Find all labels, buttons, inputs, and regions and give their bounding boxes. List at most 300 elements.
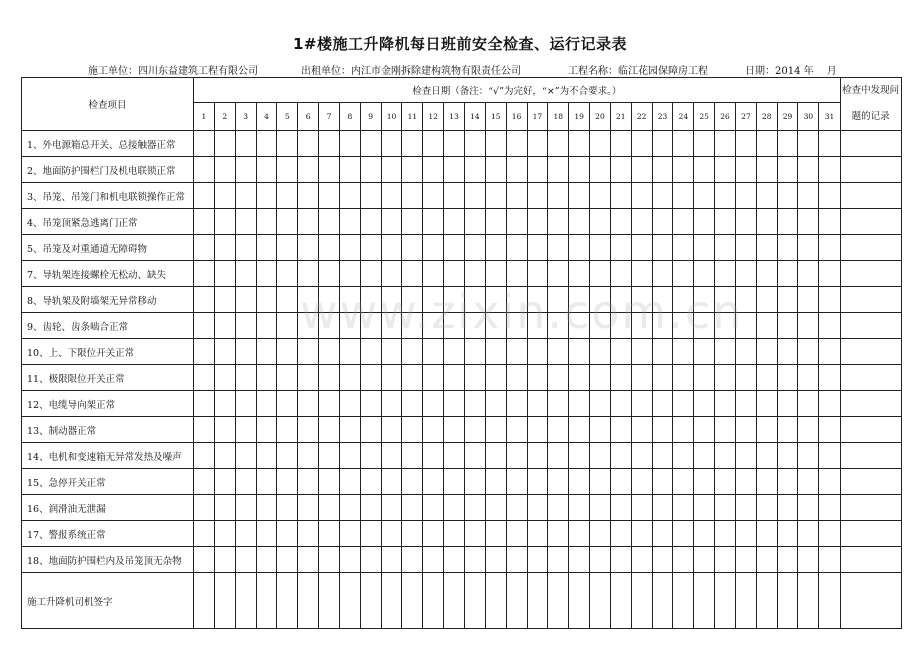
check-cell[interactable] [402,417,423,443]
check-cell[interactable] [777,157,798,183]
check-cell[interactable] [569,235,590,261]
check-cell[interactable] [319,209,340,235]
check-cell[interactable] [631,131,652,157]
check-cell[interactable] [715,313,736,339]
check-cell[interactable] [214,183,235,209]
check-cell[interactable] [339,573,360,629]
check-cell[interactable] [235,521,256,547]
check-cell[interactable] [194,573,215,629]
check-cell[interactable] [214,573,235,629]
check-cell[interactable] [256,287,277,313]
issue-note-cell[interactable] [840,391,901,417]
check-cell[interactable] [756,183,777,209]
check-cell[interactable] [360,157,381,183]
check-cell[interactable] [548,417,569,443]
check-cell[interactable] [777,547,798,573]
check-cell[interactable] [777,313,798,339]
check-cell[interactable] [527,443,548,469]
check-cell[interactable] [339,313,360,339]
issue-note-cell[interactable] [840,261,901,287]
check-cell[interactable] [777,183,798,209]
check-cell[interactable] [694,521,715,547]
check-cell[interactable] [694,391,715,417]
check-cell[interactable] [610,365,631,391]
check-cell[interactable] [423,209,444,235]
check-cell[interactable] [381,469,402,495]
issue-note-cell[interactable] [840,209,901,235]
check-cell[interactable] [652,469,673,495]
check-cell[interactable] [277,313,298,339]
check-cell[interactable] [610,339,631,365]
check-cell[interactable] [569,157,590,183]
check-cell[interactable] [298,339,319,365]
check-cell[interactable] [694,287,715,313]
check-cell[interactable] [319,157,340,183]
check-cell[interactable] [194,443,215,469]
check-cell[interactable] [339,365,360,391]
check-cell[interactable] [527,209,548,235]
check-cell[interactable] [277,573,298,629]
check-cell[interactable] [402,339,423,365]
check-cell[interactable] [715,573,736,629]
check-cell[interactable] [798,287,819,313]
check-cell[interactable] [652,157,673,183]
check-cell[interactable] [715,235,736,261]
check-cell[interactable] [756,209,777,235]
check-cell[interactable] [298,573,319,629]
check-cell[interactable] [694,495,715,521]
check-cell[interactable] [527,183,548,209]
check-cell[interactable] [423,443,444,469]
check-cell[interactable] [527,287,548,313]
check-cell[interactable] [610,235,631,261]
check-cell[interactable] [319,521,340,547]
check-cell[interactable] [444,469,465,495]
check-cell[interactable] [214,521,235,547]
check-cell[interactable] [277,443,298,469]
issue-note-cell[interactable] [840,339,901,365]
check-cell[interactable] [631,183,652,209]
check-cell[interactable] [631,495,652,521]
check-cell[interactable] [194,547,215,573]
check-cell[interactable] [485,313,506,339]
check-cell[interactable] [569,339,590,365]
check-cell[interactable] [548,469,569,495]
check-cell[interactable] [381,183,402,209]
check-cell[interactable] [610,469,631,495]
check-cell[interactable] [652,339,673,365]
check-cell[interactable] [402,183,423,209]
check-cell[interactable] [590,131,611,157]
check-cell[interactable] [798,469,819,495]
check-cell[interactable] [590,235,611,261]
check-cell[interactable] [402,521,423,547]
check-cell[interactable] [819,365,840,391]
check-cell[interactable] [590,521,611,547]
check-cell[interactable] [527,313,548,339]
check-cell[interactable] [444,443,465,469]
check-cell[interactable] [298,365,319,391]
check-cell[interactable] [756,391,777,417]
check-cell[interactable] [673,261,694,287]
check-cell[interactable] [673,391,694,417]
check-cell[interactable] [527,365,548,391]
check-cell[interactable] [694,339,715,365]
check-cell[interactable] [673,469,694,495]
check-cell[interactable] [485,261,506,287]
check-cell[interactable] [590,469,611,495]
check-cell[interactable] [277,417,298,443]
issue-note-cell[interactable] [840,495,901,521]
check-cell[interactable] [339,287,360,313]
check-cell[interactable] [381,547,402,573]
check-cell[interactable] [590,417,611,443]
check-cell[interactable] [548,521,569,547]
check-cell[interactable] [715,209,736,235]
check-cell[interactable] [756,365,777,391]
check-cell[interactable] [694,547,715,573]
check-cell[interactable] [214,157,235,183]
check-cell[interactable] [694,235,715,261]
check-cell[interactable] [756,521,777,547]
check-cell[interactable] [256,235,277,261]
check-cell[interactable] [444,547,465,573]
check-cell[interactable] [464,417,485,443]
check-cell[interactable] [194,313,215,339]
check-cell[interactable] [464,183,485,209]
check-cell[interactable] [631,391,652,417]
check-cell[interactable] [735,209,756,235]
check-cell[interactable] [214,547,235,573]
check-cell[interactable] [298,287,319,313]
check-cell[interactable] [735,235,756,261]
check-cell[interactable] [235,365,256,391]
check-cell[interactable] [756,261,777,287]
check-cell[interactable] [777,131,798,157]
check-cell[interactable] [298,547,319,573]
check-cell[interactable] [402,261,423,287]
check-cell[interactable] [819,131,840,157]
check-cell[interactable] [485,391,506,417]
check-cell[interactable] [194,235,215,261]
check-cell[interactable] [214,443,235,469]
check-cell[interactable] [402,469,423,495]
check-cell[interactable] [506,365,527,391]
check-cell[interactable] [256,521,277,547]
check-cell[interactable] [569,469,590,495]
check-cell[interactable] [277,339,298,365]
check-cell[interactable] [214,339,235,365]
check-cell[interactable] [339,131,360,157]
check-cell[interactable] [214,313,235,339]
check-cell[interactable] [715,417,736,443]
check-cell[interactable] [631,287,652,313]
check-cell[interactable] [694,183,715,209]
check-cell[interactable] [360,417,381,443]
check-cell[interactable] [464,157,485,183]
check-cell[interactable] [506,157,527,183]
check-cell[interactable] [214,209,235,235]
check-cell[interactable] [464,547,485,573]
check-cell[interactable] [569,573,590,629]
check-cell[interactable] [235,547,256,573]
check-cell[interactable] [402,443,423,469]
check-cell[interactable] [506,131,527,157]
check-cell[interactable] [610,157,631,183]
check-cell[interactable] [319,183,340,209]
check-cell[interactable] [798,495,819,521]
check-cell[interactable] [673,157,694,183]
check-cell[interactable] [360,521,381,547]
check-cell[interactable] [777,469,798,495]
check-cell[interactable] [423,261,444,287]
check-cell[interactable] [694,131,715,157]
check-cell[interactable] [464,573,485,629]
check-cell[interactable] [214,261,235,287]
check-cell[interactable] [298,495,319,521]
issue-note-cell[interactable] [840,157,901,183]
check-cell[interactable] [715,495,736,521]
check-cell[interactable] [277,183,298,209]
check-cell[interactable] [194,365,215,391]
check-cell[interactable] [798,547,819,573]
check-cell[interactable] [735,287,756,313]
check-cell[interactable] [360,209,381,235]
check-cell[interactable] [506,235,527,261]
check-cell[interactable] [652,443,673,469]
issue-note-cell[interactable] [840,521,901,547]
check-cell[interactable] [673,183,694,209]
check-cell[interactable] [527,547,548,573]
check-cell[interactable] [610,521,631,547]
check-cell[interactable] [298,131,319,157]
check-cell[interactable] [214,417,235,443]
check-cell[interactable] [319,235,340,261]
check-cell[interactable] [256,157,277,183]
check-cell[interactable] [381,417,402,443]
check-cell[interactable] [569,365,590,391]
check-cell[interactable] [735,417,756,443]
check-cell[interactable] [423,521,444,547]
issue-note-cell[interactable] [840,183,901,209]
check-cell[interactable] [590,573,611,629]
check-cell[interactable] [798,209,819,235]
check-cell[interactable] [819,339,840,365]
check-cell[interactable] [444,131,465,157]
check-cell[interactable] [569,287,590,313]
check-cell[interactable] [610,313,631,339]
check-cell[interactable] [277,391,298,417]
check-cell[interactable] [590,547,611,573]
check-cell[interactable] [506,209,527,235]
check-cell[interactable] [277,365,298,391]
check-cell[interactable] [235,573,256,629]
check-cell[interactable] [256,365,277,391]
check-cell[interactable] [798,391,819,417]
check-cell[interactable] [548,183,569,209]
issue-note-cell[interactable] [840,443,901,469]
check-cell[interactable] [423,183,444,209]
check-cell[interactable] [777,261,798,287]
check-cell[interactable] [235,261,256,287]
check-cell[interactable] [548,209,569,235]
check-cell[interactable] [673,235,694,261]
check-cell[interactable] [339,521,360,547]
check-cell[interactable] [610,573,631,629]
check-cell[interactable] [485,131,506,157]
check-cell[interactable] [214,391,235,417]
check-cell[interactable] [423,365,444,391]
check-cell[interactable] [256,469,277,495]
check-cell[interactable] [381,391,402,417]
check-cell[interactable] [715,261,736,287]
check-cell[interactable] [256,495,277,521]
check-cell[interactable] [652,573,673,629]
check-cell[interactable] [735,547,756,573]
check-cell[interactable] [715,547,736,573]
check-cell[interactable] [423,339,444,365]
check-cell[interactable] [735,183,756,209]
check-cell[interactable] [506,339,527,365]
issue-note-cell[interactable] [840,365,901,391]
check-cell[interactable] [631,209,652,235]
check-cell[interactable] [548,261,569,287]
check-cell[interactable] [214,287,235,313]
check-cell[interactable] [235,209,256,235]
check-cell[interactable] [381,339,402,365]
check-cell[interactable] [735,339,756,365]
issue-note-cell[interactable] [840,547,901,573]
check-cell[interactable] [464,469,485,495]
check-cell[interactable] [694,209,715,235]
check-cell[interactable] [444,287,465,313]
check-cell[interactable] [631,417,652,443]
check-cell[interactable] [735,365,756,391]
check-cell[interactable] [756,495,777,521]
check-cell[interactable] [381,235,402,261]
check-cell[interactable] [506,391,527,417]
check-cell[interactable] [756,287,777,313]
check-cell[interactable] [464,495,485,521]
check-cell[interactable] [819,313,840,339]
check-cell[interactable] [819,547,840,573]
check-cell[interactable] [798,235,819,261]
check-cell[interactable] [777,365,798,391]
check-cell[interactable] [423,157,444,183]
check-cell[interactable] [590,443,611,469]
check-cell[interactable] [506,547,527,573]
check-cell[interactable] [548,287,569,313]
check-cell[interactable] [631,365,652,391]
check-cell[interactable] [214,131,235,157]
check-cell[interactable] [235,131,256,157]
check-cell[interactable] [735,313,756,339]
check-cell[interactable] [194,495,215,521]
check-cell[interactable] [673,209,694,235]
check-cell[interactable] [360,391,381,417]
check-cell[interactable] [673,547,694,573]
check-cell[interactable] [777,235,798,261]
check-cell[interactable] [652,391,673,417]
check-cell[interactable] [590,391,611,417]
check-cell[interactable] [673,131,694,157]
check-cell[interactable] [485,339,506,365]
check-cell[interactable] [485,235,506,261]
check-cell[interactable] [235,495,256,521]
check-cell[interactable] [194,261,215,287]
check-cell[interactable] [423,547,444,573]
issue-note-cell[interactable] [840,131,901,157]
check-cell[interactable] [506,443,527,469]
check-cell[interactable] [423,313,444,339]
check-cell[interactable] [673,443,694,469]
check-cell[interactable] [610,547,631,573]
check-cell[interactable] [214,235,235,261]
check-cell[interactable] [256,209,277,235]
check-cell[interactable] [402,365,423,391]
check-cell[interactable] [610,209,631,235]
check-cell[interactable] [444,261,465,287]
check-cell[interactable] [319,365,340,391]
check-cell[interactable] [194,157,215,183]
check-cell[interactable] [381,443,402,469]
check-cell[interactable] [423,287,444,313]
check-cell[interactable] [298,417,319,443]
check-cell[interactable] [673,313,694,339]
check-cell[interactable] [631,443,652,469]
check-cell[interactable] [590,495,611,521]
check-cell[interactable] [569,261,590,287]
check-cell[interactable] [819,209,840,235]
check-cell[interactable] [256,339,277,365]
check-cell[interactable] [402,391,423,417]
check-cell[interactable] [569,417,590,443]
issue-note-cell[interactable] [840,469,901,495]
check-cell[interactable] [339,547,360,573]
check-cell[interactable] [381,261,402,287]
check-cell[interactable] [756,131,777,157]
check-cell[interactable] [464,287,485,313]
check-cell[interactable] [194,469,215,495]
check-cell[interactable] [360,365,381,391]
check-cell[interactable] [819,261,840,287]
issue-note-cell[interactable] [840,573,901,629]
check-cell[interactable] [485,573,506,629]
check-cell[interactable] [339,235,360,261]
issue-note-cell[interactable] [840,313,901,339]
check-cell[interactable] [548,313,569,339]
check-cell[interactable] [569,209,590,235]
check-cell[interactable] [631,235,652,261]
check-cell[interactable] [194,521,215,547]
check-cell[interactable] [819,183,840,209]
check-cell[interactable] [235,339,256,365]
check-cell[interactable] [715,443,736,469]
check-cell[interactable] [402,495,423,521]
check-cell[interactable] [694,261,715,287]
check-cell[interactable] [360,183,381,209]
check-cell[interactable] [756,157,777,183]
check-cell[interactable] [715,157,736,183]
check-cell[interactable] [777,443,798,469]
check-cell[interactable] [631,469,652,495]
check-cell[interactable] [256,417,277,443]
check-cell[interactable] [277,235,298,261]
check-cell[interactable] [798,339,819,365]
check-cell[interactable] [339,469,360,495]
check-cell[interactable] [819,287,840,313]
issue-note-cell[interactable] [840,417,901,443]
